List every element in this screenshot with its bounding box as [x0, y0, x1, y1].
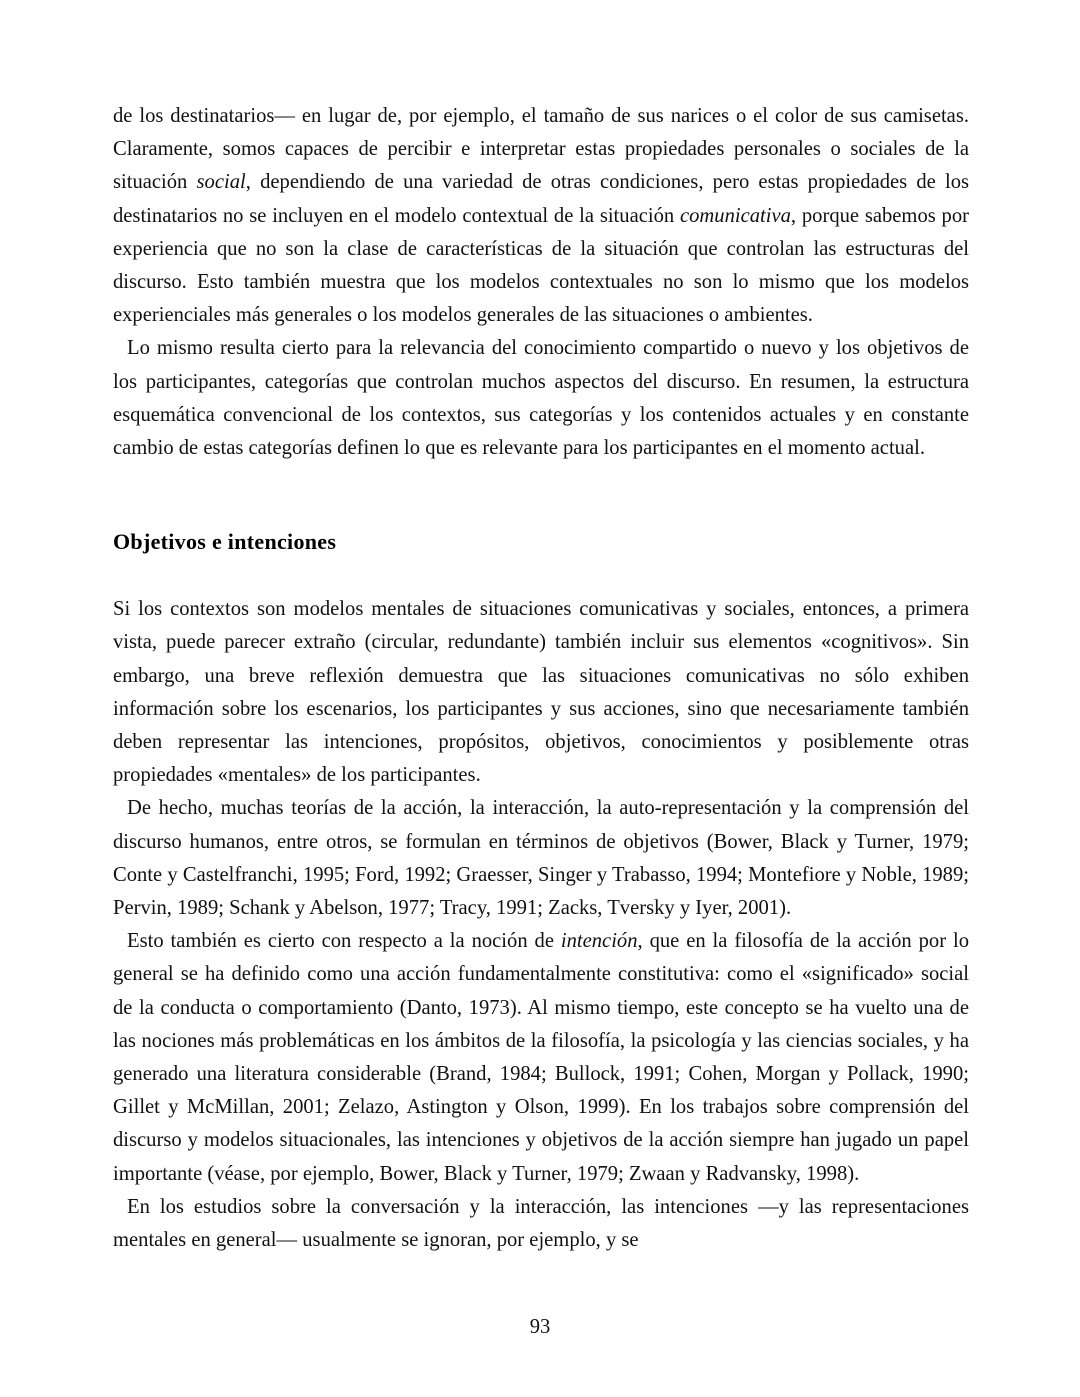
paragraph-3: Si los contextos son modelos mentales de situaciones comunicativas y sociales, entonces, a primera vista, puede parecer extraño (circular, redundante) también incluir sus elementos «cognitivos». Sin embargo, una breve reflexión demuestra que las situaciones comunicativas no sólo exhiben información sobre los escenarios, los participantes y sus acciones, sino que necesariamente también deben representar las intenciones, propósitos, objetivos, conocimientos y posiblemente otras propiedades «mentales» de los participantes. [113, 598, 969, 787]
page-content [113, 100, 969, 1257]
section-heading: Objetivos e intenciones [113, 529, 337, 555]
emphasis-text: comunicativa [679, 204, 791, 227]
paragraph-1: de los destinatarios— en lugar de, por ejemplo, el tamaño de sus narices o el color de sus camisetas. Claramente, somos capaces de percibir e interpretar estas propiedades personales o sociales de la situación social, dependiendo de una variedad de otras condiciones, pero estas propiedades de los destinatarios no se incluyen en el modelo contextual de la situación comunicativa, porque sabemos por experiencia que no son la clase de características de la situación que controlan las estructuras del discurso. Esto también muestra que los modelos contextuales no son lo mismo que los modelos experienciales más generales o los modelos generales de las situaciones o ambientes. [113, 105, 970, 327]
paragraph-6: En los estudios sobre la conversación y la interacción, las intenciones —y las representaciones mentales en general— usualmente se ignoran, por ejemplo, y se [113, 1195, 969, 1252]
emphasis-text: intención [560, 930, 638, 953]
paragraph-5: Esto también es cierto con respecto a la noción de intención, que en la filosofía de la acción por lo general se ha definido como una acción fundamentalmente constitutiva: como el «significado» social de la conducta o comportamiento (Danto, 1973). Al mismo tiempo, este concepto se ha vuelto una de las nociones más problemáticas en los ámbitos de la filosofía, la psicología y las ciencias sociales, y ha generado una literatura considerable (Brand, 1984; Bullock, 1991; Cohen, Morgan y Pollack, 1990; Gillet y McMillan, 2001; Zelazo, Astington y Olson, 1999). En los trabajos sobre comprensión del discurso y modelos situacionales, las intenciones y objetivos de la acción siempre han jugado un papel importante (véase, por ejemplo, Bower, Black y Turner, 1979; Zwaan y Radvansky, 1998). [113, 930, 969, 1185]
paragraph-4: De hecho, muchas teorías de la acción, la interacción, la auto-representación y la comprensión del discurso humanos, entre otros, se formulan en términos de objetivos (Bower, Black y Turner, 1979; Conte y Castelfranchi, 1995; Ford, 1992; Graesser, Singer y Trabasso, 1994; Montefiore y Noble, 1989; Pervin, 1989; Schank y Abelson, 1977; Tracy, 1991; Zacks, Tversky y Iyer, 2001). [113, 797, 969, 920]
page-number: 93 [529, 1316, 551, 1338]
paragraph-2: Lo mismo resulta cierto para la relevancia del conocimiento compartido o nuevo y los objetivos de los participantes, categorías que controlan muchos aspectos del discurso. En resumen, la estructura esquemática convencional de los contextos, sus categorías y los contenidos actuales y en constante cambio de estas categorías definen lo que es relevante para los participantes en el momento actual. [113, 337, 969, 460]
emphasis-text: social [196, 171, 246, 194]
heading-spacer-below [113, 557, 969, 593]
heading-spacer-above [113, 465, 969, 527]
